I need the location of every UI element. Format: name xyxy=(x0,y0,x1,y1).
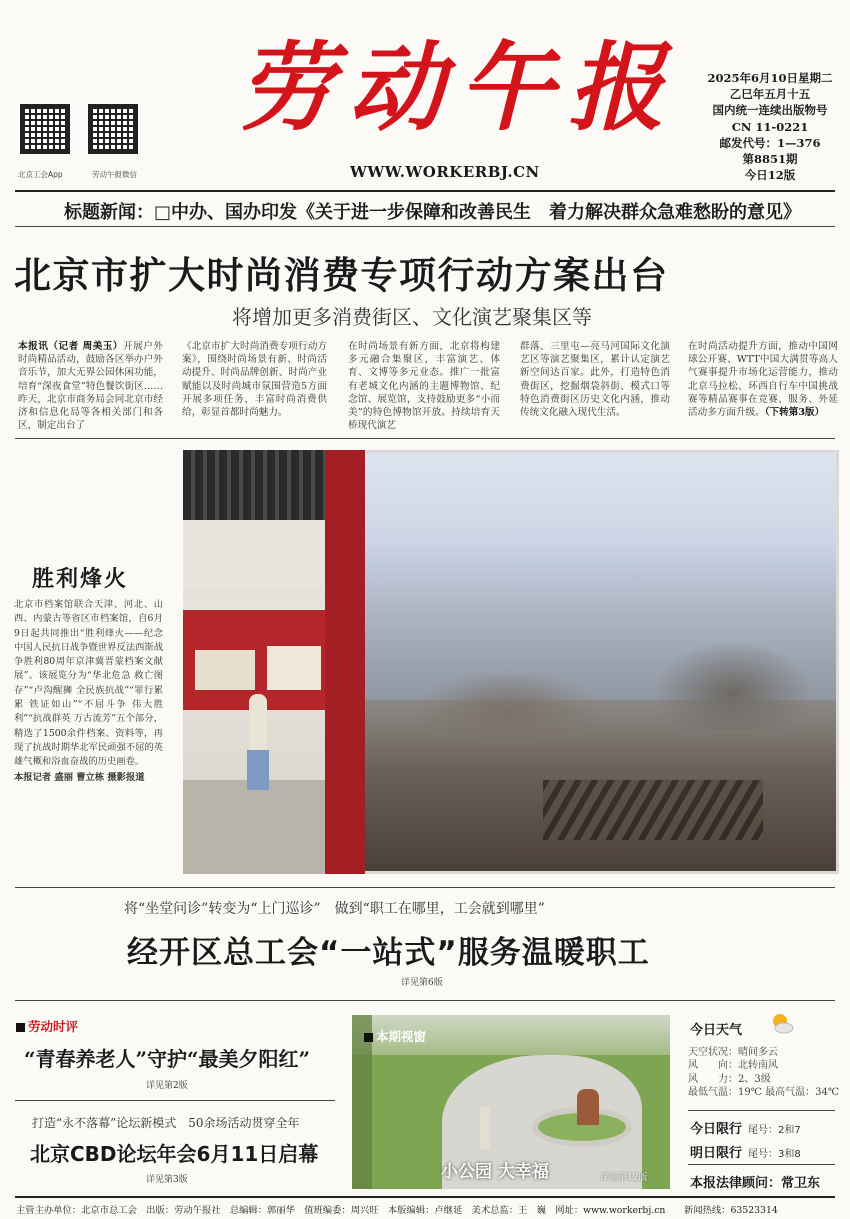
divider xyxy=(688,1164,835,1165)
photo-box-see-page[interactable]: 详见第12版 xyxy=(600,1173,648,1183)
divider xyxy=(688,1110,835,1111)
footer-credits: 主管主办单位：北京市总工会 出版：劳动午报社 总编辑：郭丽华 值班编委：周兴旺 本版编辑：卢继延 美术总监：王 巍 网址：www.workerbj.cn 新闻热线：63523314 xyxy=(16,1205,778,1216)
weather-temperature: 最低气温：19℃ 最高气温：34℃ xyxy=(688,1086,840,1098)
page-count: 今日12版 xyxy=(744,168,796,183)
issue-info xyxy=(700,70,840,183)
postal-code: 邮发代号：1—376 xyxy=(719,135,821,150)
issue-number: 第8851期 xyxy=(742,152,798,167)
divider xyxy=(15,226,835,227)
website-url[interactable]: WWW.WORKERBJ.CN xyxy=(350,163,540,181)
qr-code-wechat[interactable] xyxy=(88,104,138,154)
divider xyxy=(15,887,835,888)
divider xyxy=(15,438,835,439)
legal-advisor: 本报法律顾问：常卫东 xyxy=(690,1176,821,1191)
serial-label: 国内统一连续出版物号 xyxy=(712,103,828,118)
partly-cloudy-icon xyxy=(768,1010,794,1036)
divider xyxy=(15,1100,335,1101)
divider xyxy=(15,1196,835,1198)
divider xyxy=(15,190,835,192)
cn-number: CN 11-0221 xyxy=(731,119,809,134)
square-bullet-icon xyxy=(16,1023,25,1032)
cbd-headline[interactable]: 北京CBD论坛年会6月11日启幕 xyxy=(30,1142,319,1166)
cbd-see-page[interactable]: 详见第3版 xyxy=(146,1175,188,1185)
issue-date: 2025年6月10日星期二 xyxy=(707,71,833,85)
photo-box-tag: 本期视窗 xyxy=(364,1027,426,1045)
child-figure xyxy=(480,1107,490,1149)
newspaper-title-logo: 劳动午报 xyxy=(238,31,678,144)
second-kicker: 将“坐堂问诊”转变为“上门巡诊” 做到“职工在哪里，工会就到哪里” xyxy=(124,901,545,917)
lead-subheadline: 将增加更多消费街区、文化演艺聚集区等 xyxy=(232,305,592,329)
second-headline[interactable]: 经开区总工会“一站式”服务温暖职工 xyxy=(127,935,650,971)
sculpture xyxy=(577,1089,599,1125)
feature-title[interactable]: 胜利烽火 xyxy=(32,567,129,592)
tomorrow-limit: 明日限行 尾号：3和8 xyxy=(690,1146,801,1161)
weather-details xyxy=(688,1046,839,1099)
lead-column-1: 本报讯（记者 周美玉）开展户外时尚精品活动，鼓励各区举办户外音乐节，加大无界公园休闲功能，培育“深夜食堂”特色餐饮街区……昨天，北京市商务局会同北京市经济和信息化局等各相关部门和各区，制定出台了 xyxy=(18,341,164,432)
lead-column-2: 《北京市扩大时尚消费专项行动方案》，围绕时尚场景有新、时尚活动提升、时尚品牌创新、时尚产业赋能以及时尚城市氛围营造5方面开展多项任务，丰富时尚消费供给，彰显首都时尚魅力。 xyxy=(182,341,327,419)
qr-code-app[interactable] xyxy=(20,104,70,154)
headline-news[interactable]: 标题新闻：□中办、国办印发《关于进一步保障和改善民生 着力解决群众急难愁盼的意见》 xyxy=(64,202,802,223)
commentary-tag: 劳动时评 xyxy=(16,1017,78,1035)
today-limit: 今日限行 尾号：2和7 xyxy=(690,1122,801,1137)
weather-title: 今日天气 xyxy=(690,1023,743,1038)
byline: 本报讯（记者 周美玉） xyxy=(18,341,124,352)
square-bullet-icon xyxy=(364,1033,373,1042)
continued-note[interactable]: （下转第3版） xyxy=(764,407,825,419)
weather-wind-direction: 风 向：北转南风 xyxy=(688,1060,778,1072)
photo-credit: 本报记者 盛丽 曹立栋 摄影报道 xyxy=(14,772,145,783)
commentary-see-page[interactable]: 详见第2版 xyxy=(146,1081,188,1091)
feature-text: 北京市档案馆联合天津、河北、山西、内蒙古等省区市档案馆，自6月9日起共同推出“胜利烽火——纪念中国人民抗日战争暨世界反法西斯战争胜利80周年京津冀晋蒙档案文献展”。该展览分为“华北危急 救亡图存”“卢沟醒狮 全民族抗战”“罪行累累 铁证如山”“不屈斗争 伟大胜利”“抗战群英 万古流芳”五个部分，精选了1500余件档案、资料等，再现了抗战时期华北军民顽强不屈的英雄气概和浴血奋战的历史画卷。 xyxy=(14,599,163,768)
lead-column-5: 在时尚活动提升方面，推动中国网球公开赛、WTT中国大满贯等高人气赛事提升市场化运营能力，推动北京马拉松、环西自行车中国挑战赛等精品赛事在竞赛、服务、外延活动多方面升级。（下转第3版） xyxy=(688,341,838,419)
qr-right-caption: 劳动午报微信 xyxy=(92,170,137,179)
lunar-date: 乙巳年五月十五 xyxy=(729,87,811,102)
weather-wind-force: 风 力：2、3级 xyxy=(688,1073,771,1085)
lead-column-4: 群落、三里屯—亮马河国际文化演艺区等演艺聚集区，累计认定演艺新空间达百家。此外，打造特色消费街区，挖掘烟袋斜街、模式口等特色消费街区历史文化内涵，推动传统文化融入现代生活。 xyxy=(520,341,670,419)
lead-column-3: 在时尚场景有新方面，北京将构建多元融合集聚区，丰富演艺、体育、文博等多元业态。推广一批富有老城文化内涵的主题博物馆、纪念馆、展览馆，支持鼓励更多“小而美”的特色博物馆开放。持续培育天桥现代演艺 xyxy=(348,341,500,432)
qr-left-caption: 北京工会App xyxy=(18,170,63,179)
second-see-page[interactable]: 详见第6版 xyxy=(401,978,443,988)
cbd-kicker: 打造“永不落幕”论坛新模式 50余场活动贯穿全年 xyxy=(32,1116,300,1130)
weather-condition: 天空状况：晴间多云 xyxy=(688,1047,778,1058)
photo-box-caption[interactable]: 小公园 大幸福 xyxy=(441,1162,549,1182)
divider xyxy=(15,1000,835,1001)
commentary-headline[interactable]: “青春养老人”守护“最美夕阳红” xyxy=(24,1047,311,1071)
exhibition-photo xyxy=(183,450,839,874)
lead-headline[interactable]: 北京市扩大时尚消费专项行动方案出台 xyxy=(14,254,669,297)
